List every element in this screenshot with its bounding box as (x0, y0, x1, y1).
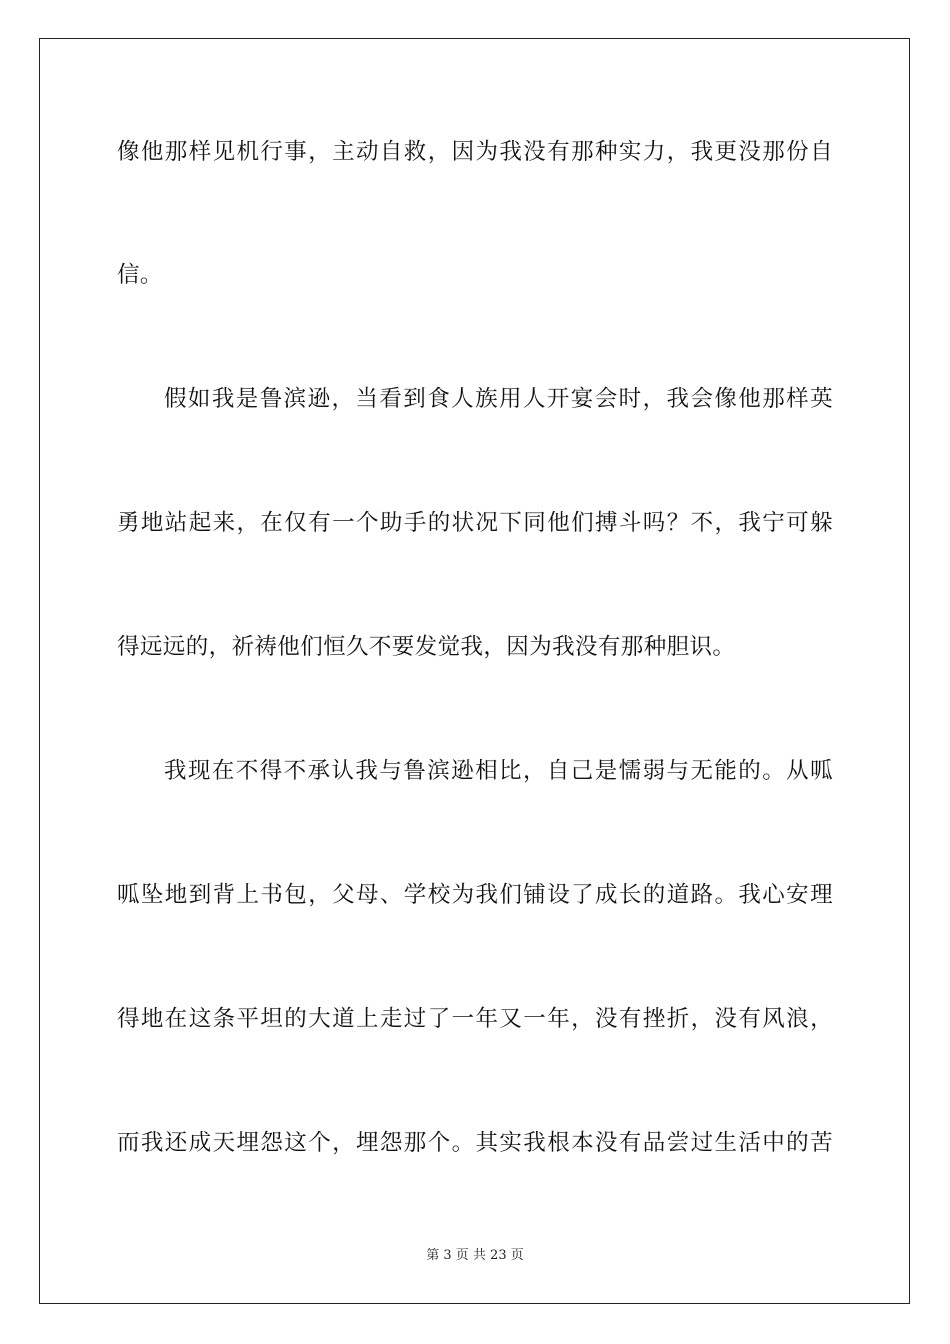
body-text-line: 而我还成天埋怨这个，埋怨那个。其实我根本没有品尝过生活中的苦 (117, 1130, 833, 1156)
page-number-footer: 第 3 页 共 23 页 (426, 1248, 524, 1263)
paragraph-first-line: 假如我是鲁滨逊，当看到食人族用人开宴会时，我会像他那样英 (164, 386, 833, 412)
body-text-line: 勇地站起来，在仅有一个助手的状况下同他们搏斗吗？不，我宁可躲 (117, 510, 833, 536)
paragraph-first-line: 我现在不得不承认我与鲁滨逊相比，自己是懦弱与无能的。从呱 (164, 758, 833, 784)
body-text-line: 像他那样见机行事，主动自救，因为我没有那种实力，我更没那份自 (117, 139, 833, 165)
page-border (39, 38, 910, 1304)
body-text-line: 得地在这条平坦的大道上走过了一年又一年，没有挫折，没有风浪， (117, 1006, 833, 1032)
body-text-line: 信。 (117, 262, 163, 288)
body-text-line: 得远远的，祈祷他们恒久不要发觉我，因为我没有那种胆识。 (117, 634, 736, 660)
body-text-line: 呱坠地到背上书包，父母、学校为我们铺设了成长的道路。我心安理 (117, 882, 833, 908)
